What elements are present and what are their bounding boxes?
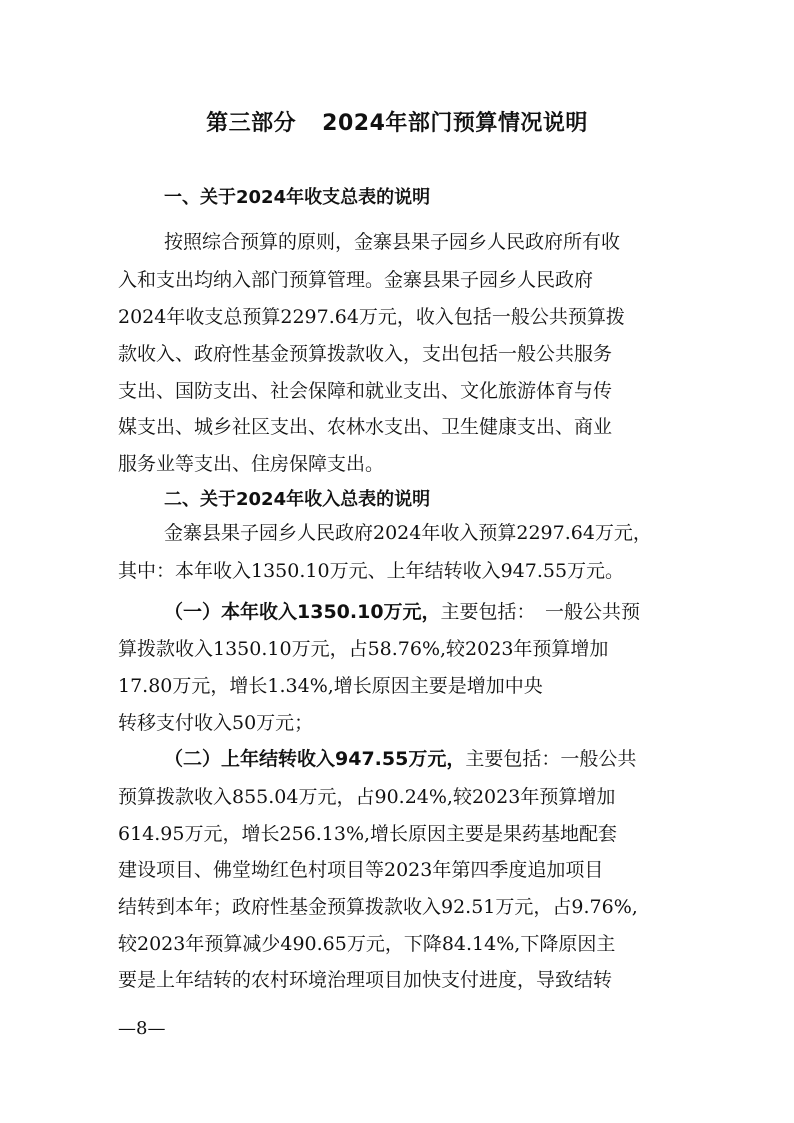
section-1-heading: 一、关于2024年收支总表的说明 xyxy=(164,187,431,208)
paragraph-line: 要是上年结转的农村环境治理项目加快支付进度，导致结转 xyxy=(118,969,613,991)
paragraph-line: 算拨款收入1350.10万元，占58.76%,较2023年预算增加 xyxy=(118,638,609,660)
paragraph-line: 其中：本年收入1350.10万元、上年结转收入947.55万元。 xyxy=(118,560,625,582)
paragraph-line: 较2023年预算减少490.65万元，下降84.14%,下降原因主 xyxy=(118,933,616,955)
subsection-2-heading: （二）上年结转收入947.55万元， xyxy=(164,748,466,770)
paragraph-line: 2024年收支总预算2297.64万元，收入包括一般公共预算拨 xyxy=(118,306,625,328)
subsection-2-intro: 主要包括：一般公共 xyxy=(465,748,637,770)
subsection-1-intro: 主要包括： 一般公共预 xyxy=(440,601,641,623)
paragraph-line: 入和支出均纳入部门预算管理。金寨县果子园乡人民政府 xyxy=(118,269,594,291)
page-number: —8— xyxy=(118,1018,166,1039)
subsection-1-line xyxy=(164,597,724,624)
paragraph-line: 17.80万元，增长1.34%,增长原因主要是增加中央 xyxy=(118,675,543,697)
page-title xyxy=(0,106,794,137)
subsection-1-heading: （一）本年收入1350.10万元， xyxy=(164,601,441,623)
paragraph-line: 预算拨款收入855.04万元，占90.24%,较2023年预算增加 xyxy=(118,786,616,808)
section-2-heading: 二、关于2024年收入总表的说明 xyxy=(164,489,431,510)
paragraph-line: 转移支付收入50万元； xyxy=(118,712,314,734)
title-part: 第三部分 xyxy=(206,111,297,136)
subsection-2-line xyxy=(164,744,724,771)
paragraph-line: 媒支出、城乡社区支出、农林水支出、卫生健康支出、商业 xyxy=(118,416,613,438)
paragraph-line: 款收入、政府性基金预算拨款收入，支出包括一般公共服务 xyxy=(118,343,613,365)
paragraph-line: 建设项目、佛堂坳红色村项目等2023年第四季度追加项目 xyxy=(118,859,604,881)
title-main: 2024年部门预算情况说明 xyxy=(322,111,588,136)
paragraph-line: 服务业等支出、住房保障支出。 xyxy=(118,453,385,475)
paragraph-line: 按照综合预算的原则，金寨县果子园乡人民政府所有收 xyxy=(164,231,621,253)
paragraph-line: 金寨县果子园乡人民政府2024年收入预算2297.64万元， xyxy=(164,522,652,544)
paragraph-line: 支出、国防支出、社会保障和就业支出、文化旅游体育与传 xyxy=(118,380,613,402)
paragraph-line: 结转到本年；政府性基金预算拨款收入92.51万元，占9.76%, xyxy=(118,896,638,918)
paragraph-line: 614.95万元，增长256.13%,增长原因主要是果药基地配套 xyxy=(118,823,618,845)
